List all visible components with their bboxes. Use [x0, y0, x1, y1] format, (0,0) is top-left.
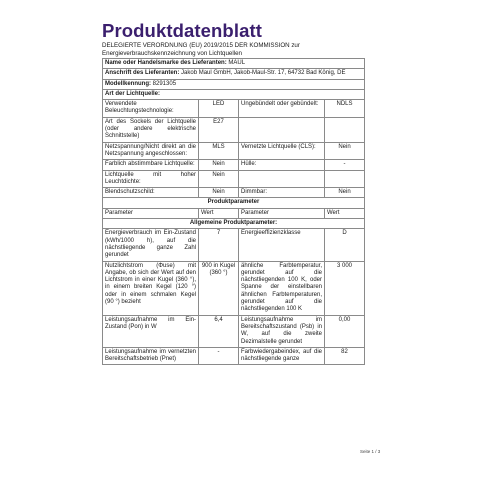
param-label: Leistungsaufnahme im Ein-Zustand (Pon) in W	[103, 315, 199, 347]
model-cell	[103, 79, 365, 89]
lightsource-value: Nein	[199, 188, 239, 198]
param-row	[103, 347, 365, 365]
model-label: Modellkennung:	[105, 80, 151, 87]
lightsource-row	[103, 117, 365, 142]
lightsource-label: Verwendete Beleuchtungstechnologie:	[103, 100, 199, 118]
regulation-text: DELEGIERTE VERORDNUNG (EU) 2019/2015 DER KOMMISSION zur Energieverbrauchskennzeichnung von Lichtquellen	[102, 42, 300, 57]
param-row	[103, 261, 365, 315]
brand-label: Name oder Handelsmarke des Lieferanten:	[105, 60, 227, 66]
lightsource-value: E27	[199, 117, 239, 142]
lightsource-row	[103, 142, 365, 160]
lightsource-value: -	[325, 160, 365, 170]
lightsource-label: Ungebündelt oder gebündelt:	[239, 100, 325, 118]
product-datasheet-table	[102, 58, 365, 365]
lightsource-label: Art des Sockels der Lichtquelle (oder andere elektrische Schnittstelle)	[103, 117, 199, 142]
param-value: 82	[325, 347, 365, 365]
address-row	[103, 69, 365, 79]
value-column-header: Wert	[199, 208, 239, 218]
param-label: Leistungsaufnahme im vernetzten Bereitschaftsbetrieb (Pnet)	[103, 347, 199, 365]
param-label: Nutzlichtstrom (Φuse) mit Angabe, ob sich der Wert auf den Lichtstrom in einer Kugel (360 °), in einem breiten Kegel (120 °) oder in einem schmalen Kegel (90 °) bezieht	[103, 261, 199, 315]
lightsource-row	[103, 188, 365, 198]
brand-row	[103, 59, 365, 69]
model-value: 8291305	[152, 80, 177, 87]
lightsource-label: Lichtquelle mit hoher Leuchtdichte:	[103, 170, 199, 188]
lightsource-row	[103, 100, 365, 118]
product-params-title-row	[103, 198, 365, 208]
lightsource-value	[325, 117, 365, 142]
lightsource-value: NDLS	[325, 100, 365, 118]
param-value: 0,00	[325, 315, 365, 347]
param-value: 3 000	[325, 261, 365, 315]
page-number: Seite 1 / 3	[360, 449, 381, 454]
param-row	[103, 229, 365, 261]
lightsource-value: Nein	[325, 142, 365, 160]
param-value: 6,4	[199, 315, 239, 347]
lightsource-row	[103, 160, 365, 170]
param-value: D	[325, 229, 365, 261]
lightsource-row	[103, 170, 365, 188]
lightsource-label: Hülle:	[239, 160, 325, 170]
params-header-row	[103, 208, 365, 218]
param-value: -	[199, 347, 239, 365]
param-label: Energieverbrauch im Ein-Zustand (kWh/1000 h), auf die nächstliegende ganze Zahl gerundet	[103, 229, 199, 261]
lightsource-value	[325, 170, 365, 188]
param-row	[103, 315, 365, 347]
param-column-header: Parameter	[103, 208, 199, 218]
brand-value: MAUL	[228, 60, 246, 66]
general-params-title-row	[103, 219, 365, 229]
general-params-title: Allgemeine Produktparameter:	[103, 219, 365, 229]
param-column-header: Parameter	[239, 208, 325, 218]
product-params-title: Produktparameter	[103, 198, 365, 208]
page-title: Produktdatenblatt	[102, 20, 262, 41]
param-label: Energieeffizienzklasse	[239, 229, 325, 261]
param-label: Leistungsaufnahme im Bereitschaftszustand (Psb) in W, auf die zweite Dezimalstelle gerundet	[239, 315, 325, 347]
lightsource-value: MLS	[199, 142, 239, 160]
address-value: Jakob Maul GmbH, Jakob-Maul-Str. 17, 64732 Bad König, DE	[181, 70, 346, 77]
param-label: ähnliche Farbtemperatur, gerundet auf die nächstliegenden 100 K, oder Spanne der einstellbaren ähnlichen Farbtemperaturen, gerundet auf die nächstliegenden 100 K	[239, 261, 325, 315]
address-label: Anschrift des Lieferanten:	[105, 70, 180, 77]
lightsource-label: Dimmbar:	[239, 188, 325, 198]
model-row	[103, 79, 365, 89]
param-label: Farbwiedergabeindex, auf die nächstliegende ganze	[239, 347, 325, 365]
value-column-header: Wert	[325, 208, 365, 218]
param-value: 7	[199, 229, 239, 261]
lightsource-label: Farblich abstimmbare Lichtquelle:	[103, 160, 199, 170]
lightsource-label: Vernetzte Lichtquelle (CLS):	[239, 142, 325, 160]
brand-cell	[103, 59, 365, 69]
lightsource-value: LED	[199, 100, 239, 118]
address-cell	[103, 69, 365, 79]
type-label: Art der Lichtquelle:	[105, 90, 161, 97]
lightsource-label: Netzspannung/Nicht direkt an die Netzspannung angeschlossen:	[103, 142, 199, 160]
lightsource-label	[239, 117, 325, 142]
type-cell	[103, 89, 365, 99]
lightsource-value: Nein	[199, 170, 239, 188]
lightsource-label	[239, 170, 325, 188]
type-row	[103, 89, 365, 99]
lightsource-value: Nein	[325, 188, 365, 198]
lightsource-label: Blendschutzschild:	[103, 188, 199, 198]
lightsource-value: Nein	[199, 160, 239, 170]
param-value: 900 in Kugel (360 °)	[199, 261, 239, 315]
